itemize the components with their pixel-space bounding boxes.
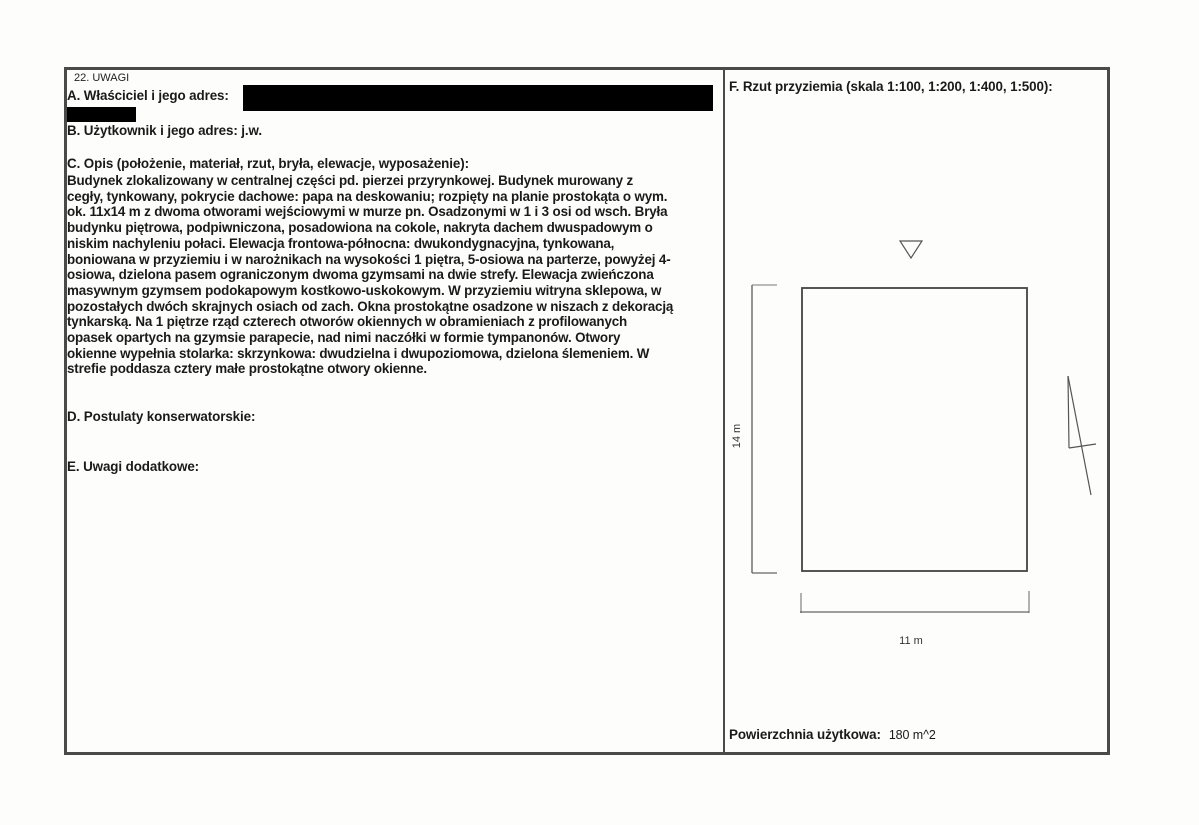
description-line: okienne wypełnia stolarka: skrzynkowa: dwudzielna i dwupoziomowa, dzielona ślemeniem. W: [67, 345, 650, 361]
usable-area-label: Powierzchnia użytkowa:: [729, 727, 881, 742]
north-arrow-icon: [1068, 376, 1096, 495]
section-number: 22. UWAGI: [74, 72, 130, 84]
conservation-label: D. Postulaty konserwatorskie:: [67, 409, 256, 424]
description-line: ok. 11x14 m z dwoma otworami wejściowymi w murze pn. Osadzonymi w 1 i 3 osi od wsch. Bryła: [67, 204, 668, 220]
description-line: pozostałych dwóch skrajnych osiach od zach. Okna prostokątne osadzone w niszach z dekoracją: [67, 298, 674, 314]
description-line: Budynek zlokalizowany w centralnej części pd. pierzei przyrynkowej. Budynek murowany z: [67, 173, 634, 188]
usable-area-value: 180 m^2: [888, 728, 936, 742]
user-label: B. Użytkownik i jego adres: j.w.: [67, 123, 262, 138]
description-heading: C. Opis (położenie, materiał, rzut, bryła, elewacje, wyposażenie):: [67, 156, 469, 171]
description-text: [67, 173, 727, 377]
floor-plan-title: F. Rzut przyziemia (skala 1:100, 1:200, 1:400, 1:500):: [729, 79, 1053, 94]
record-card-sheet: [64, 67, 1110, 755]
floor-plan-panel: [725, 70, 1107, 752]
description-line: cegły, tynkowany, pokrycie dachowe: papa na deskowaniu; rozpięty na planie prostokąta o wym.: [67, 188, 668, 204]
description-line: strefie poddasza cztery małe prostokątne otwory okienne.: [67, 361, 427, 377]
owner-label: A. Właściciel i jego adres:: [67, 88, 229, 103]
description-line: osiowa, dzielona pasem ograniczonym dwoma gzymsami na dwie strefy. Elewacja zwieńczona: [67, 267, 654, 283]
owner-address-redaction: [243, 85, 713, 111]
notes-panel: [67, 70, 723, 752]
floor-plan-drawing: [725, 70, 1107, 752]
entrance-triangle-icon: [900, 241, 922, 258]
description-line: boniowana w przyziemiu i w narożnikach na wysokości 1 piętra, 5-osiowa na parterze, powyżej 4-: [67, 251, 671, 267]
width-dimension-label: 11 m: [899, 635, 923, 647]
usable-area: [729, 727, 936, 742]
owner-address-redaction-2: [67, 107, 136, 122]
description-line: opasek opartych na gzymsie parapecie, nad nimi naczółki w formie tympanonów. Otwory: [67, 330, 621, 346]
description-line: budynku piętrowa, podpiwniczona, posadowiona na cokole, nakryta dachem dwuspadowym o: [67, 220, 653, 236]
description-line: tynkarską. Na 1 piętrze rząd czterech otworów okiennych w obramieniach z profilowanych: [67, 314, 628, 330]
description-line: niskim nachyleniu połaci. Elewacja frontowa-północna: dwukondygnacyjna, tynkowana,: [67, 235, 615, 251]
width-dimension: [800, 591, 1029, 613]
description-line: masywnym gzymsem podokapowym kostkowo-uskokowym. W przyziemiu witryna sklepowa, w: [67, 282, 662, 298]
building-outline: [802, 288, 1027, 571]
remarks-label: E. Uwagi dodatkowe:: [67, 459, 200, 474]
height-dimension-label: 14 m: [731, 423, 743, 449]
height-dimension: [752, 285, 777, 573]
